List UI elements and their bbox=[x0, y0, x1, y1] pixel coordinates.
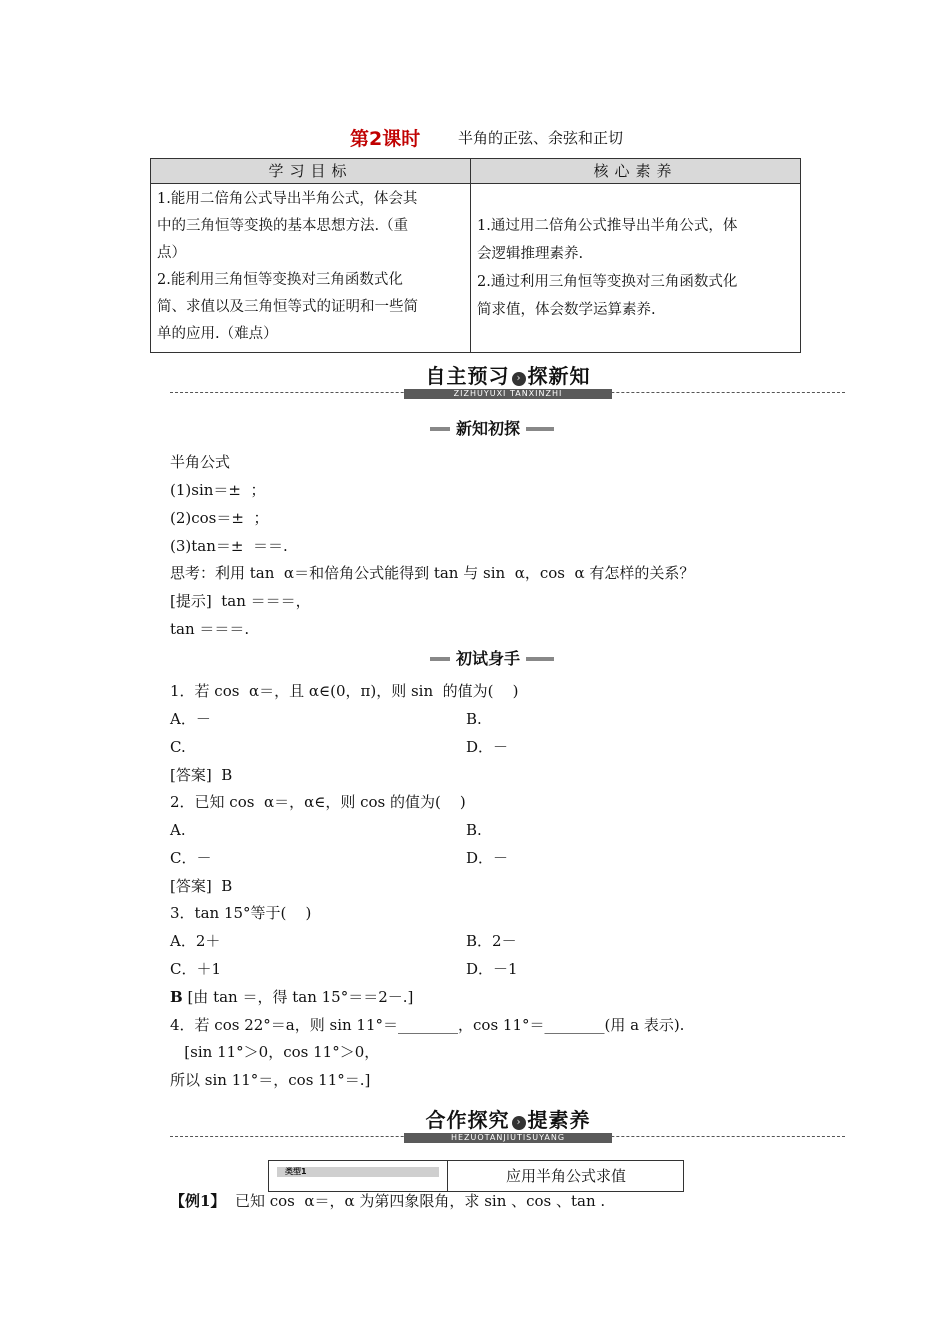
answer-3-explanation: [由 tan ＝，得 tan 15°＝＝2－.] bbox=[182, 988, 414, 1006]
think-question: 思考：利用 tan α＝和倍角公式能得到 tan 与 sin α，cos α 有怎样的关系？ bbox=[170, 564, 695, 582]
answer-1: [答案] B bbox=[170, 766, 233, 784]
section2-title-b: 提素养 bbox=[527, 1108, 591, 1132]
q1-option-c: C. bbox=[170, 738, 186, 756]
goal-line: 简、求值以及三角恒等式的证明和一些简 bbox=[157, 299, 418, 315]
example-label: 【例1】 bbox=[170, 1192, 226, 1210]
type-title: 应用半角公式求值 bbox=[505, 1167, 626, 1185]
example-text: 已知 cos α＝，α 为第四象限角，求 sin 、cos 、tan . bbox=[225, 1192, 606, 1210]
goal-line: 点） bbox=[157, 245, 186, 261]
type-tag-area bbox=[269, 1161, 448, 1191]
preview-heading: 半角公式 bbox=[170, 453, 231, 471]
learning-goals-cell bbox=[151, 184, 471, 353]
core-literacy-cell bbox=[471, 184, 801, 353]
subsection-try-it bbox=[430, 648, 554, 670]
q3-option-b: B．2－ bbox=[466, 932, 517, 950]
lesson-title: 第2课时 bbox=[350, 128, 421, 150]
literacy-line: 简求值，体会数学运算素养. bbox=[477, 302, 656, 318]
q2-option-a: A. bbox=[170, 821, 186, 839]
subsection-title: 初试身手 bbox=[450, 648, 526, 670]
arrow-icon: › bbox=[512, 1116, 526, 1130]
arrow-icon: › bbox=[512, 372, 526, 386]
goals-header-right: 核心素养 bbox=[471, 159, 801, 184]
goals-table bbox=[150, 158, 801, 353]
section1-title-b: 探新知 bbox=[527, 364, 591, 388]
q4-solution-2: 所以 sin 11°＝，cos 11°＝.] bbox=[170, 1071, 371, 1089]
q1-option-a: A．－ bbox=[170, 710, 211, 728]
formula-cos: (2)cos＝± ； bbox=[170, 509, 269, 527]
question-1: 1．若 cos α＝，且 α∈(0，π)，则 sin 的值为( ) bbox=[170, 682, 519, 700]
goal-line: 中的三角恒等变换的基本思想方法.（重 bbox=[157, 218, 409, 234]
answer-3-letter: B bbox=[170, 988, 183, 1006]
subsection-new-knowledge bbox=[430, 418, 554, 440]
q2-option-c: C．－ bbox=[170, 849, 212, 867]
example-1 bbox=[170, 1191, 605, 1211]
problem-type-box bbox=[268, 1160, 684, 1192]
section1-pinyin: ZIZHUYUXI TANXINZHI bbox=[404, 389, 612, 399]
q2-option-d: D．－ bbox=[466, 849, 509, 867]
section2-title-a: 合作探究 bbox=[425, 1108, 510, 1132]
section2-pinyin: HEZUOTANJIUTISUYANG bbox=[404, 1133, 612, 1143]
subsection-title: 新知初探 bbox=[450, 418, 526, 440]
goal-line: 2.能利用三角恒等变换对三角函数式化 bbox=[157, 272, 403, 288]
type-tag: 类型1 bbox=[277, 1167, 439, 1177]
question-4: 4．若 cos 22°＝a，则 sin 11°＝________，cos 11°＝________(用 a 表示). bbox=[170, 1016, 685, 1034]
hint-line-1: [提示] tan ＝＝＝， bbox=[170, 592, 311, 610]
literacy-line: 2.通过利用三角恒等变换对三角函数式化 bbox=[477, 274, 738, 290]
goals-header-left: 学习目标 bbox=[151, 159, 471, 184]
q1-option-d: D．－ bbox=[466, 738, 509, 756]
question-3: 3．tan 15°等于( ) bbox=[170, 904, 312, 922]
literacy-line: 1.通过用二倍角公式推导出半角公式，体 bbox=[477, 218, 738, 234]
hint-line-2: tan ＝＝＝. bbox=[170, 620, 250, 638]
answer-3 bbox=[170, 987, 413, 1007]
q4-solution-1: [sin 11°＞0，cos 11°＞0， bbox=[170, 1043, 380, 1061]
q3-option-d: D．－1 bbox=[466, 960, 518, 978]
q2-option-b: B. bbox=[466, 821, 482, 839]
formula-tan: (3)tan＝± ＝＝. bbox=[170, 537, 288, 555]
section1-banner bbox=[410, 360, 606, 388]
q1-option-b: B. bbox=[466, 710, 482, 728]
goal-line: 1.能用二倍角公式导出半角公式，体会其 bbox=[157, 191, 418, 207]
q3-option-a: A．2＋ bbox=[170, 932, 221, 950]
answer-2: [答案] B bbox=[170, 877, 233, 895]
section2-banner bbox=[410, 1104, 606, 1132]
q3-option-c: C．＋1 bbox=[170, 960, 222, 978]
formula-sin: (1)sin＝± ； bbox=[170, 481, 266, 499]
goal-line: 单的应用.（难点） bbox=[157, 326, 278, 342]
lesson-subtitle: 半角的正弦、余弦和正切 bbox=[458, 129, 624, 147]
section1-title-a: 自主预习 bbox=[425, 364, 510, 388]
literacy-line: 会逻辑推理素养. bbox=[477, 246, 584, 262]
question-2: 2．已知 cos α＝，α∈，则 cos 的值为( ) bbox=[170, 793, 466, 811]
